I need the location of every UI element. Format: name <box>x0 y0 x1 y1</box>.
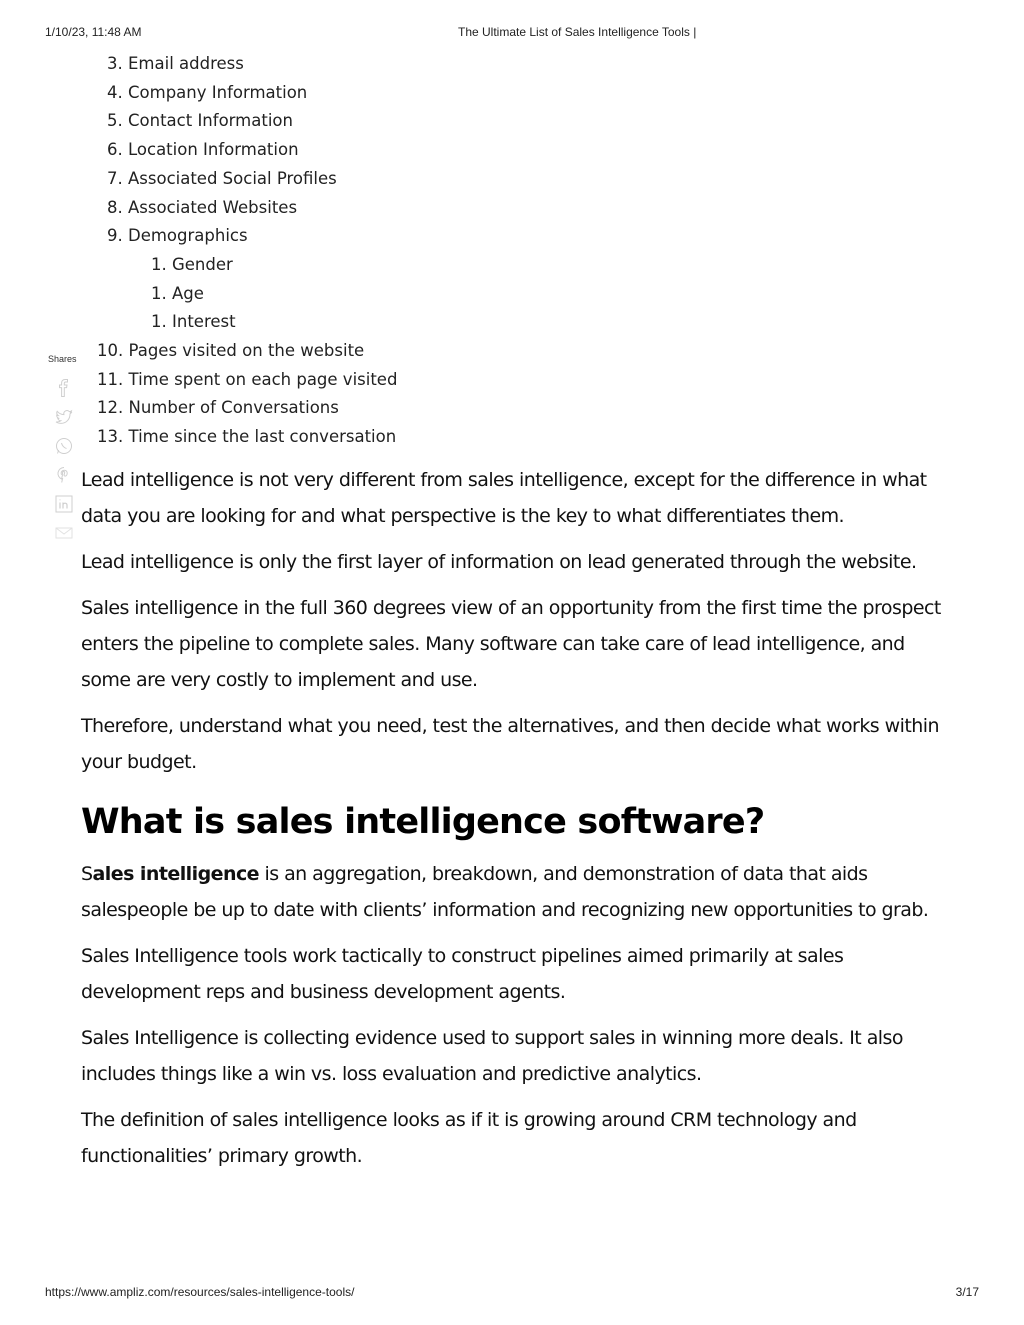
list-item: 12. Number of Conversations <box>97 398 339 418</box>
facebook-icon[interactable] <box>54 378 74 398</box>
list-item: 7. Associated Social Profiles <box>107 168 337 188</box>
list-item: 11. Time spent on each page visited <box>97 369 398 389</box>
definition-paragraph: Sales intelligence is an aggregation, breakdown, and demonstration of data that aids salespeople be up to date with clients’ information and recognizing new opportunities to grab. <box>81 863 929 921</box>
whatsapp-icon[interactable] <box>54 436 74 456</box>
article-body <box>81 462 941 1184</box>
linkedin-icon[interactable] <box>54 494 74 514</box>
email-icon[interactable] <box>54 523 74 543</box>
sub-list-item: 1. Age <box>151 283 204 303</box>
print-url: https://www.ampliz.com/resources/sales-intelligence-tools/ <box>45 1285 355 1299</box>
paragraph: The definition of sales intelligence looks as if it is growing around CRM technology and functionalities’ primary growth. <box>81 1109 857 1167</box>
print-date: 1/10/23, 11:48 AM <box>45 25 142 39</box>
list-item: 6. Location Information <box>107 140 299 160</box>
list-item: 5. Contact Information <box>107 111 293 131</box>
bold-term: ales intelligence <box>92 863 260 885</box>
sub-list-item: 1. Gender <box>151 254 233 274</box>
paragraph: Lead intelligence is not very different from sales intelligence, except for the difference in what data you are looking for and what perspective is the key to what differentiates them. <box>81 469 927 527</box>
list-item: 8. Associated Websites <box>107 197 298 217</box>
print-page-title: The Ultimate List of Sales Intelligence Tools | <box>458 25 697 39</box>
print-page-number: 3/17 <box>955 1285 979 1299</box>
paragraph: Sales Intelligence is collecting evidence used to support sales in winning more deals. It also includes things like a win vs. loss evaluation and predictive analytics. <box>81 1027 903 1085</box>
paragraph: Sales intelligence in the full 360 degrees view of an opportunity from the first time the prospect enters the pipeline to complete sales. Many software can take care of lead intelligence, and some are very costly to implement and use. <box>81 597 941 691</box>
list-item: 13. Time since the last conversation <box>97 427 397 447</box>
shares-label: Shares <box>48 354 77 364</box>
sub-list-item: 1. Interest <box>151 312 236 332</box>
list-item: 9. Demographics <box>107 226 248 246</box>
paragraph: Sales Intelligence tools work tactically to construct pipelines aimed primarily at sales development reps and business development agents. <box>81 945 844 1003</box>
list-item: 4. Company Information <box>107 82 308 102</box>
pinterest-icon[interactable] <box>54 465 74 485</box>
list-item: 10. Pages visited on the website <box>97 341 365 360</box>
paragraph: Therefore, understand what you need, test the alternatives, and then decide what works within your budget. <box>81 715 939 773</box>
paragraph: Lead intelligence is only the first layer of information on lead generated through the website. <box>81 551 917 573</box>
section-heading: What is sales intelligence software? <box>81 802 765 842</box>
share-sidebar <box>48 354 82 552</box>
list-item: 3. Email address <box>107 54 244 73</box>
twitter-icon[interactable] <box>54 407 74 427</box>
